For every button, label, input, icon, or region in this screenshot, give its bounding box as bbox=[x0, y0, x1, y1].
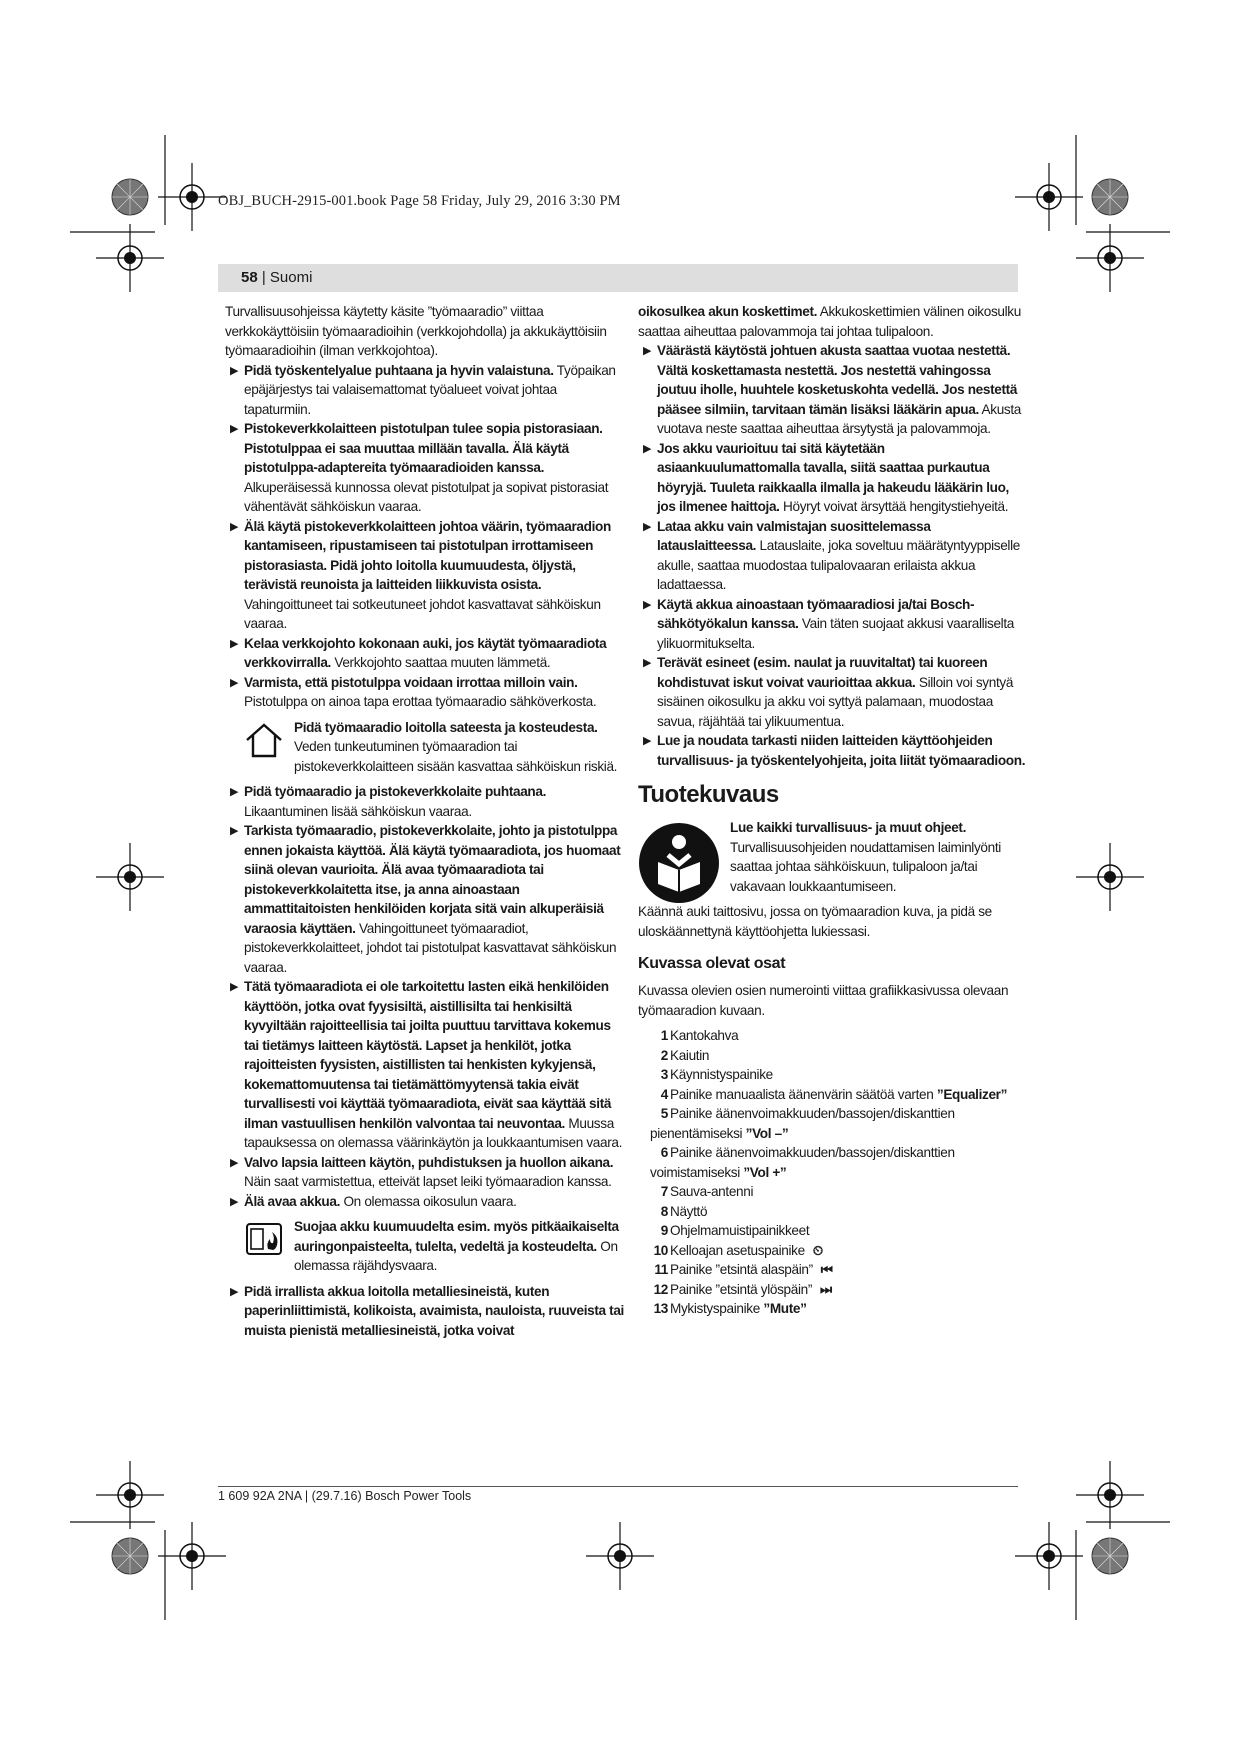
read-manual-icon bbox=[638, 822, 720, 904]
header-bar bbox=[218, 264, 1018, 292]
parts-intro: Kuvassa olevien osien numerointi viittaa grafiikkasivussa olevaan työmaaradion kuvaan. bbox=[638, 983, 1009, 1018]
heat-warning: Suojaa akku kuumuudelta esim. myös pitkäaikaiselta auringonpaisteelta, tulelta, vedeltä ja kosteudelta. On olemassa räjähdysvaara. bbox=[244, 1217, 625, 1276]
list-item: ▶ Älä avaa akkua. On olemassa oikosulun vaara. bbox=[230, 1193, 517, 1209]
fold-note: Käännä auki taittosivu, jossa on työmaaradion kuva, ja pidä se uloskäännettynä käyttöohjetta lukiessasi. bbox=[638, 904, 992, 939]
rain-warning: Pidä työmaaradio loitolla sateesta ja kosteudesta. Veden tunkeutuminen työmaaradion tai pistokeverkkolaitteen sisään kasvattaa sähköiskun riskiä. bbox=[244, 718, 625, 777]
parts-title: Kuvassa olevat osat bbox=[638, 955, 786, 972]
list-item: ▶ Lue ja noudata tarkasti niiden laitteiden käyttöohjeiden turvallisuus- ja työskentelyohjeita, joita liität työmaaradioon. bbox=[643, 733, 1026, 768]
list-item: ▶ Tätä työmaaradiota ei ole tarkoitettu lasten eikä henkilöiden käyttöön, jotka ovat fyysisiltä, aistillisilta tai henkisiltä kyvyiltään rajoitteellisia tai joilta puuttuu tarvittava kokemus tai tietämys laitteen käytöstä. Lapset ja henkilöt, jotka rajoitteisten fyysisten, aistillisten tai henkisten kykyjensä, kokemattomuutensa tai tietämättömyytensä takia eivät turvallisesti voi käyttää työmaaradiota, eivät saa käyttää sitä ilman vastuullisen henkilön valvontaa tai neuvontaa. Muussa tapauksessa on olemassa väärinkäytön ja loukkaantumisen vaara. bbox=[230, 979, 623, 1150]
part-item: 10 Kelloajan asetuspainike ⏲ bbox=[653, 1242, 824, 1258]
print-slug: OBJ_BUCH-2915-001.book Page 58 Friday, July 29, 2016 3:30 PM bbox=[218, 193, 621, 209]
part-item: 7 Sauva-antenni bbox=[660, 1184, 754, 1199]
list-item: ▶ Varmista, että pistotulppa voidaan irrottaa milloin vain. Pistotulppa on ainoa tapa erottaa työmaaradio sähköverkosta. bbox=[230, 674, 597, 709]
header-separator: | bbox=[257, 269, 270, 286]
part-item: 5 Painike äänenvoimakkuuden/bassojen/diskanttien pienentämiseksi ”Vol –” bbox=[650, 1106, 955, 1141]
part-item: 6 Painike äänenvoimakkuuden/bassojen/diskanttien voimistamiseksi ”Vol +” bbox=[650, 1145, 955, 1180]
list-item: ▶ Kelaa verkkojohto kokonaan auki, jos käytät työmaaradiota verkkovirralla. Verkkojohto saattaa muuten lämmetä. bbox=[230, 635, 607, 670]
part-item: 2 Kaiutin bbox=[660, 1047, 710, 1063]
page-header bbox=[241, 268, 312, 288]
right-column bbox=[638, 302, 1026, 1319]
list-item: ▶ Pistokeverkkolaitteen pistotulpan tulee sopia pistorasiaan. Pistotulppaa ei saa muuttaa millään tavalla. Älä käytä pistotulppa-adaptereita työmaaradioiden kanssa. Alkuperäisessä kunnossa olevat pistotulpat ja sopivat pistorasiat vähentävät sähköiskun vaaraa. bbox=[230, 421, 609, 514]
intro-paragraph: Turvallisuusohjeissa käytetty käsite ”työmaaradio” viittaa verkkokäyttöisiin työmaaradioihin (verkkojohdolla) ja akkukäyttöisiin työmaaradioihin (ilman verkkojohtoa). bbox=[225, 304, 607, 358]
list-item: ▶ Pidä työmaaradio ja pistokeverkkolaite puhtaana. Likaantuminen lisää sähköiskun vaaraa. bbox=[230, 784, 547, 819]
continuation-paragraph: oikosulkea akun koskettimet. Akkukoskettimien välinen oikosulku saattaa aiheuttaa palovammoja tai johtaa tulipaloon. bbox=[638, 304, 1021, 339]
read-instructions-note: Lue kaikki turvallisuus- ja muut ohjeet. Turvallisuusohjeiden noudattamisen laiminlyönti saattaa johtaa sähköiskuun, tulipaloon ja/tai vakavaan loukkaantumiseen. bbox=[638, 818, 1026, 900]
header-language: Suomi bbox=[269, 269, 313, 286]
list-item: ▶ Älä käytä pistokeverkkolaitteen johtoa väärin, työmaaradion kantamiseen, ripustamiseen tai pistotulpan irrottamiseen pistorasiasta. Pidä johto loitolla kuumuudesta, öljystä, terävistä reunoista ja laitteiden liikkuvista osista. Vahingoittuneet tai sotkeutuneet johdot kasvattavat sähköiskun vaaraa. bbox=[230, 518, 611, 631]
part-item: 3 Käynnistyspainike bbox=[660, 1067, 773, 1082]
footer: 1 609 92A 2NA | (29.7.16) Bosch Power Tools bbox=[218, 1489, 472, 1503]
part-item: 8 Näyttö bbox=[660, 1203, 708, 1219]
page-number: 58 bbox=[241, 269, 258, 286]
skip-back-icon: ⏮ bbox=[820, 1262, 833, 1277]
house-icon bbox=[244, 720, 284, 760]
part-item: 12 Painike ”etsintä ylöspäin” ⏭ bbox=[653, 1281, 832, 1297]
part-item: 11 Painike ”etsintä alaspäin” ⏮ bbox=[654, 1262, 833, 1277]
left-column bbox=[225, 302, 625, 1340]
list-item: ▶ Lataa akku vain valmistajan suosittelemassa latauslaitteessa. Latauslaite, joka soveltuu määrätyntyyppiselle akulle, saattaa muodostaa tulipalovaaran erilaista akkua ladattaessa. bbox=[643, 518, 1020, 592]
part-item: 9 Ohjelmamuistipainikkeet bbox=[660, 1223, 810, 1238]
battery-heat-icon bbox=[244, 1219, 284, 1259]
parts-list bbox=[638, 1026, 1026, 1319]
list-item: ▶ Tarkista työmaaradio, pistokeverkkolaite, johto ja pistotulppa ennen jokaista käyttöä. Älä käytä työmaaradiota, jos huomaat siinä olevan vaurioita. Älä avaa työmaaradiota tai pistokeverkkolaitetta itse, ja anna ainoastaan ammattitaitoisten henkilöiden korjata sitä vain alkuperäisiä varaosia käyttäen. Vahingoittuneet työmaaradiot, pistokeverkkolaitteet, johdot tai pistotulpat kasvattavat sähköiskun vaaraa. bbox=[230, 823, 621, 975]
list-item: ▶ Väärästä käytöstä johtuen akusta saattaa vuotaa nestettä. Vältä koskettamasta nestettä. Jos nestettä vahingossa joutuu iholle, huuhtele kosketuskohta vedellä. Jos nestettä pääsee silmiin, tarvitaan tämän lisäksi lääkärin apua. Akusta vuotava neste saattaa aiheuttaa ärsytystä ja palovammoja. bbox=[643, 343, 1022, 436]
part-item: 13 Mykistyspainike ”Mute” bbox=[653, 1301, 807, 1316]
section-title: Tuotekuvaus bbox=[638, 781, 779, 808]
part-item: 4 Painike manuaalista äänenvärin säätöä varten ”Equalizer” bbox=[660, 1086, 1008, 1102]
clock-icon: ⏲ bbox=[812, 1242, 824, 1258]
list-item: ▶ Pidä irrallista akkua loitolla metalliesineistä, kuten paperinliittimistä, kolikoista, avaimista, nauloista, ruuveista tai muista pienistä metalliesineistä, jotka voivat bbox=[230, 1283, 624, 1338]
list-item: ▶ Terävät esineet (esim. naulat ja ruuvitaltat) tai kuoreen kohdistuvat iskut voivat vaurioittaa akkua. Silloin voi syntyä sisäinen oikosulku ja akku voi syttyä palamaan, muodostaa savua, räjähtää tai ylikuumentua. bbox=[643, 655, 1014, 729]
footer-rule bbox=[218, 1486, 1018, 1487]
part-item: 1 Kantokahva bbox=[660, 1028, 739, 1043]
list-item: ▶ Pidä työskentelyalue puhtaana ja hyvin valaistuna. Työpaikan epäjärjestys tai valaisemattomat työalueet voivat johtaa tapaturmiin. bbox=[230, 362, 616, 417]
list-item: ▶ Valvo lapsia laitteen käytön, puhdistuksen ja huollon aikana. Näin saat varmistettua, etteivät lapset leiki työmaaradion kanssa. bbox=[230, 1154, 614, 1189]
list-item: ▶ Käytä akkua ainoastaan työmaaradiosi ja/tai Bosch-sähkötyökalun kanssa. Vain täten suojaat akkusi vaaralliselta ylikuormitukselta. bbox=[643, 596, 1014, 651]
skip-forward-icon: ⏭ bbox=[820, 1281, 832, 1297]
list-item: ▶ Jos akku vaurioituu tai sitä käytetään asiaankuulumattomalla tavalla, siitä saattaa purkautua höyryjä. Tuuleta raikkaalla ilmalla ja hakeudu lääkärin luo, jos ilmenee haittoja. Höyryt voivat ärsyttää hengitystiehyeitä. bbox=[643, 440, 1009, 514]
